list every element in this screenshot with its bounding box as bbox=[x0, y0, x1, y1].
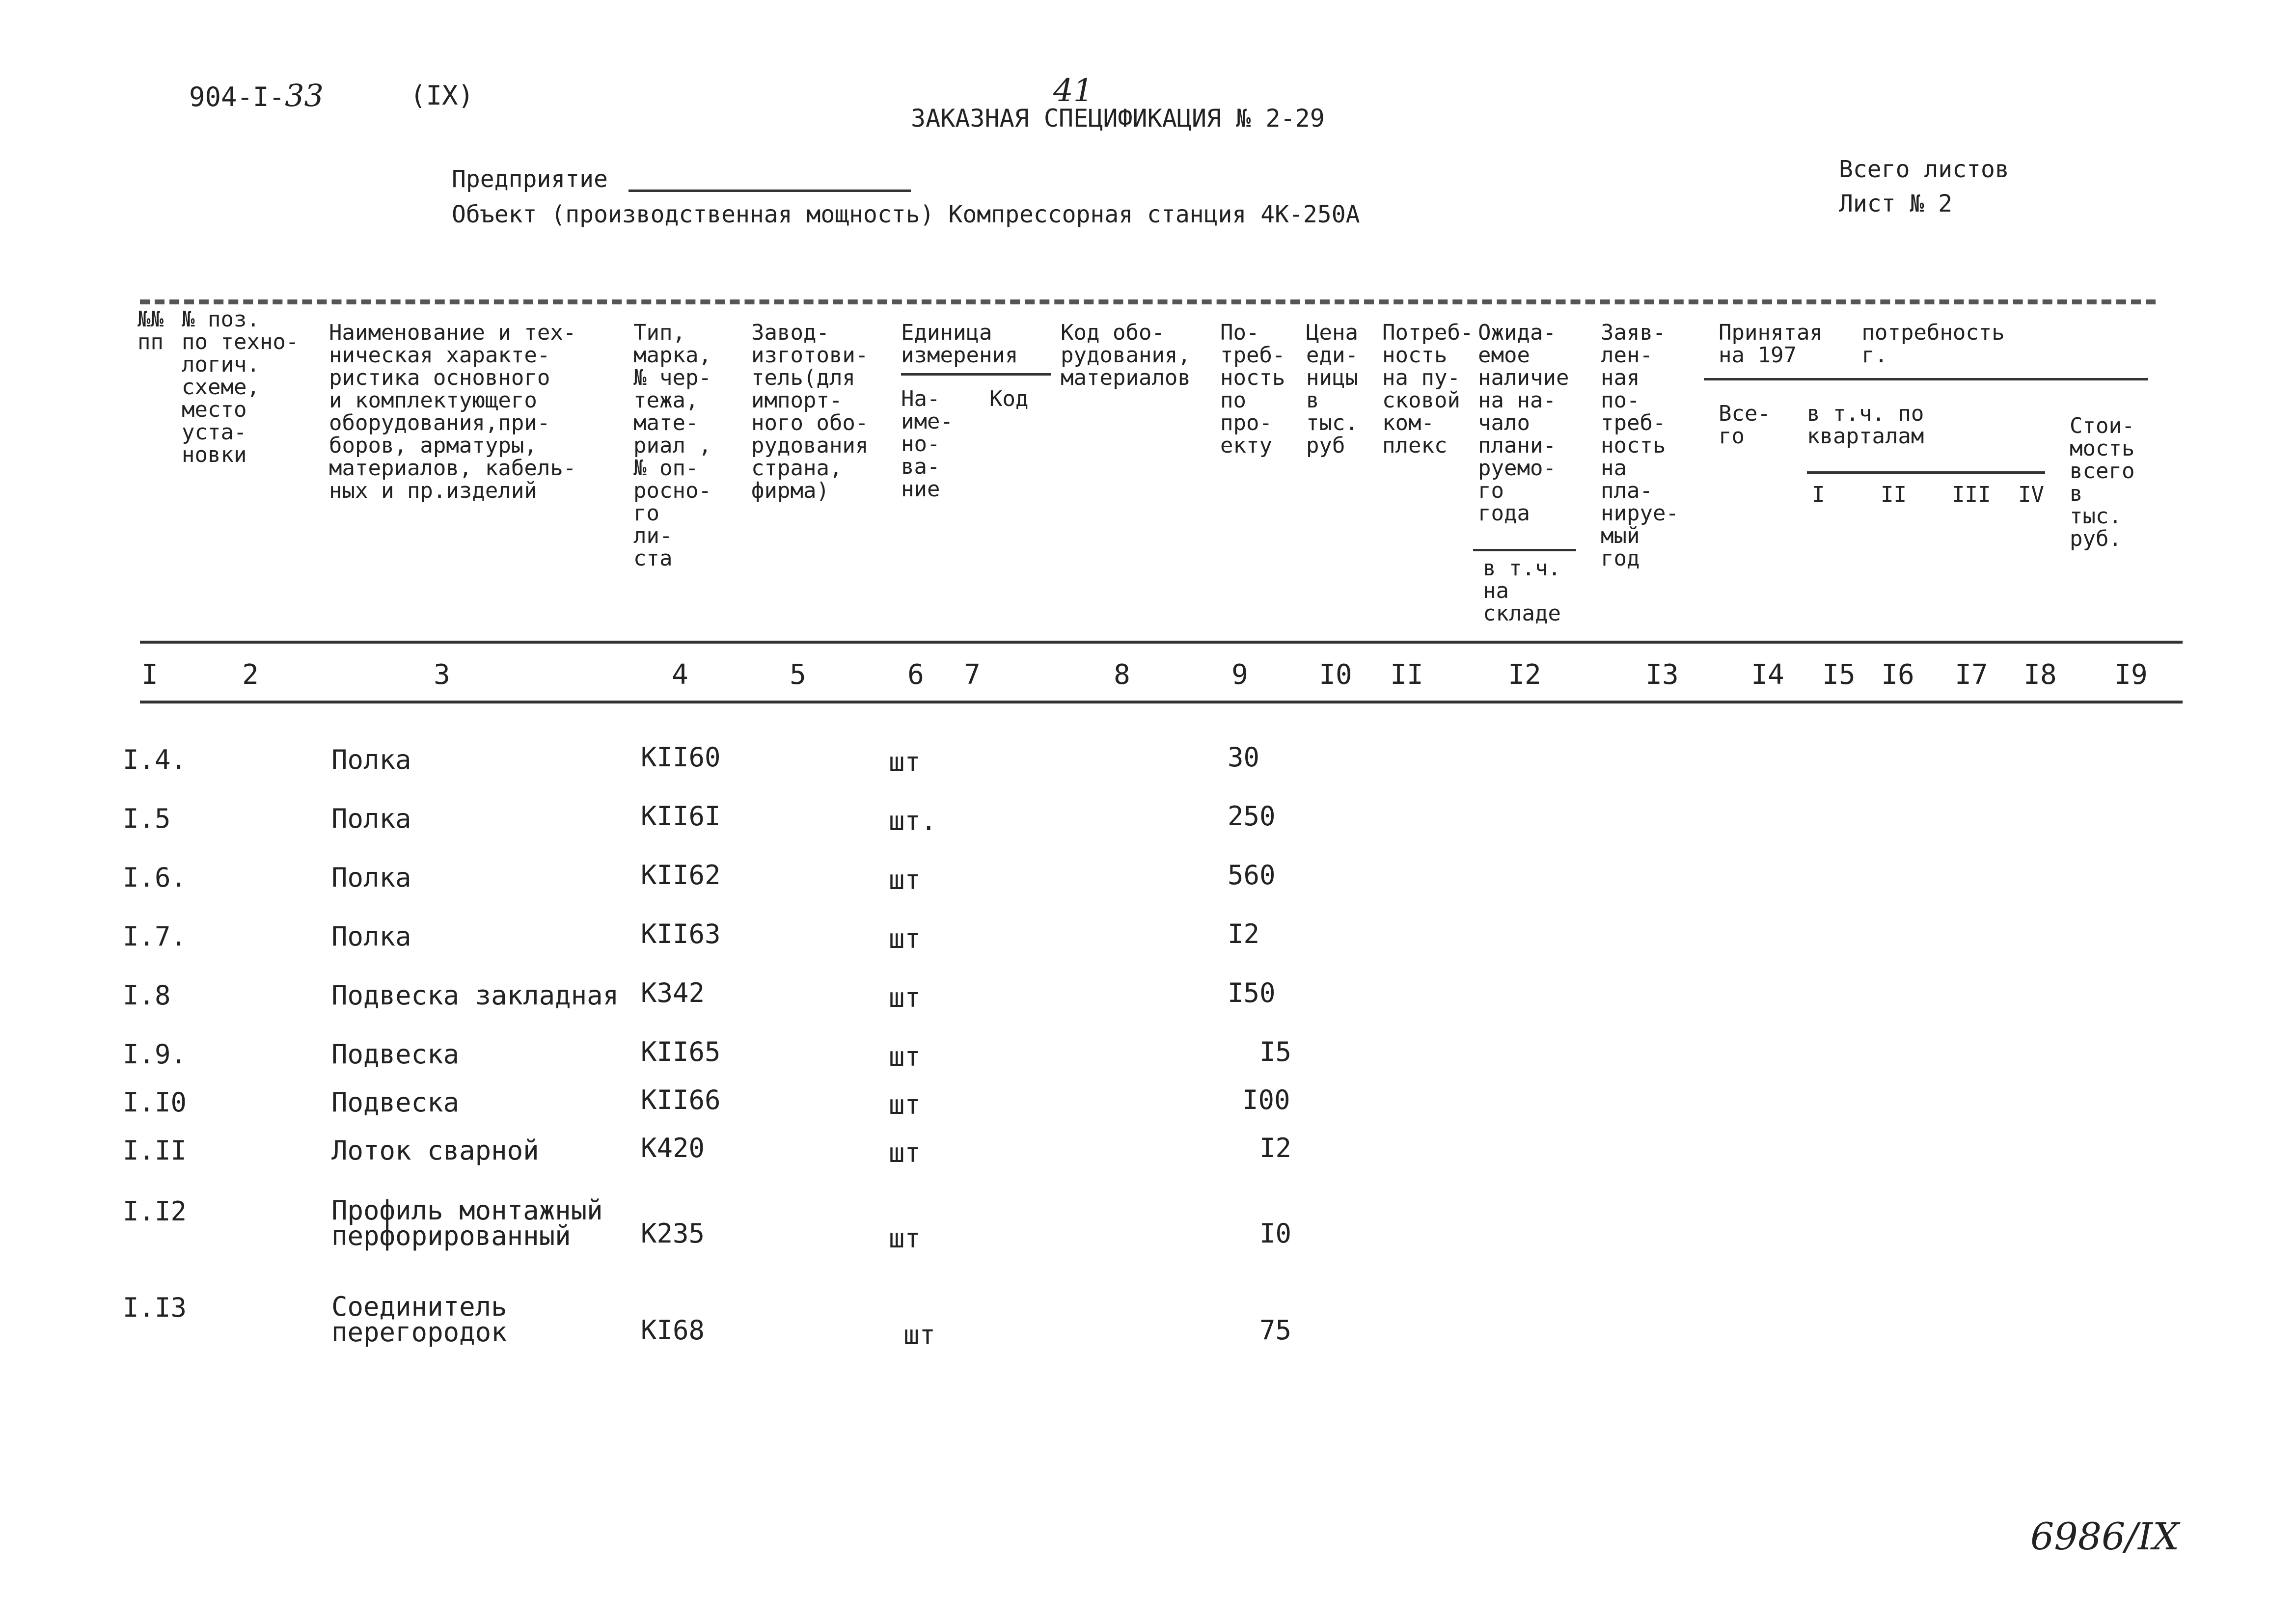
row-quantity: I00 bbox=[1242, 1084, 1290, 1115]
sheets-total-label: Всего листов bbox=[1839, 156, 2009, 183]
row-position: I.II bbox=[123, 1135, 187, 1166]
table-top-rule bbox=[140, 299, 2156, 304]
header-col-17: III bbox=[1952, 482, 1991, 507]
col-number: 2 bbox=[242, 659, 259, 691]
col-number: I4 bbox=[1751, 659, 1784, 691]
col-number: I6 bbox=[1881, 659, 1914, 691]
row-quantity: 250 bbox=[1228, 801, 1276, 832]
header-col-14: Все- го bbox=[1719, 401, 1771, 449]
row-mark: КI68 bbox=[641, 1315, 705, 1346]
row-name: Подвеска bbox=[331, 1039, 460, 1070]
row-unit: шт bbox=[889, 865, 921, 895]
row-unit: шт bbox=[889, 982, 921, 1013]
row-name: Полка bbox=[331, 744, 411, 775]
row-quantity: I2 bbox=[1228, 919, 1260, 949]
header-col-3: Наименование и тех- ническая характе- ристика основного и комплектующего оборудования,при- боров, арматуры, материалов, кабель- ных и пр.изделий bbox=[329, 320, 576, 503]
row-mark: КII62 bbox=[641, 860, 721, 891]
doc-title: ЗАКАЗНАЯ СПЕЦИФИКАЦИЯ № 2-29 bbox=[911, 104, 1325, 133]
quarters-rule bbox=[1807, 471, 2045, 474]
row-name: Полка bbox=[331, 862, 411, 893]
header-col-6: На- име- но- ва- ние bbox=[901, 386, 953, 502]
header-col-16: II bbox=[1881, 482, 1907, 507]
col-number: 9 bbox=[1231, 659, 1248, 691]
row-name: Полка bbox=[331, 921, 411, 952]
header-col-7: Код bbox=[989, 386, 1029, 411]
doc-code: 904-I-33 bbox=[189, 78, 324, 113]
col-12-rule bbox=[1473, 549, 1576, 551]
part-number: (IX) bbox=[410, 80, 474, 111]
row-unit: шт bbox=[889, 1041, 921, 1072]
header-quarters-group: в т.ч. по кварталам bbox=[1807, 401, 1924, 449]
row-unit: шт bbox=[889, 1137, 921, 1168]
col-number: I7 bbox=[1955, 659, 1988, 691]
row-unit: шт bbox=[903, 1320, 936, 1351]
header-col-19: Стои- мость всего в тыс. руб. bbox=[2070, 413, 2135, 551]
object-line: Объект (производственная мощность) Компрессорная станция 4К-250А bbox=[452, 201, 1360, 228]
col-number: 5 bbox=[790, 659, 806, 691]
col-number: 7 bbox=[964, 659, 981, 691]
row-name: Полка bbox=[331, 803, 411, 834]
row-quantity: I50 bbox=[1228, 977, 1276, 1008]
col-number: 6 bbox=[907, 659, 924, 691]
header-col-9: По- треб- ность по про- екту bbox=[1220, 320, 1285, 458]
enterprise-underline bbox=[629, 189, 911, 192]
header-bottom-rule bbox=[140, 641, 2183, 644]
col-number: 4 bbox=[672, 659, 688, 691]
header-unit-group: Единица измерения bbox=[901, 320, 1018, 368]
page-number: 41 bbox=[1053, 73, 1093, 109]
header-col-12: Ожида- емое наличие на на- чало плани- руемо- го года bbox=[1478, 320, 1569, 526]
col-number: 8 bbox=[1114, 659, 1130, 691]
col-number: I8 bbox=[2023, 659, 2057, 691]
row-position: I.I0 bbox=[123, 1087, 187, 1118]
archive-stamp: 6986/IX bbox=[2030, 1515, 2180, 1558]
numbers-bottom-rule bbox=[140, 701, 2183, 703]
header-col-10: Цена еди- ницы в тыс. руб bbox=[1306, 320, 1358, 458]
col-number: I bbox=[141, 659, 158, 691]
row-quantity: I2 bbox=[1259, 1133, 1292, 1163]
row-position: I.8 bbox=[123, 980, 171, 1011]
row-quantity: I0 bbox=[1259, 1218, 1292, 1249]
row-name: Профиль монтажный перфорированный bbox=[331, 1195, 603, 1251]
col-number: II bbox=[1390, 659, 1423, 691]
row-position: I.I3 bbox=[123, 1292, 187, 1323]
row-unit: шт bbox=[889, 1089, 921, 1120]
row-mark: КII66 bbox=[641, 1084, 721, 1115]
row-quantity: 560 bbox=[1228, 860, 1276, 891]
row-position: I.5 bbox=[123, 803, 171, 834]
col-number: I2 bbox=[1508, 659, 1541, 691]
row-name: Соединитель перегородок bbox=[331, 1291, 507, 1348]
row-position: I.9. bbox=[123, 1039, 187, 1070]
row-unit: шт bbox=[889, 923, 921, 954]
row-mark: КII65 bbox=[641, 1036, 721, 1067]
header-col-15: I bbox=[1812, 482, 1825, 507]
row-name: Подвеска закладная bbox=[331, 980, 619, 1011]
row-name: Лоток сварной bbox=[331, 1135, 539, 1166]
unit-group-rule bbox=[901, 373, 1051, 376]
header-col-1: №№ пп bbox=[137, 307, 164, 354]
row-unit: шт bbox=[889, 1223, 921, 1254]
col-number: 3 bbox=[434, 659, 450, 691]
header-col-2: № поз. по техно- логич. схеме, место уста- новки bbox=[182, 307, 299, 467]
header-col-5: Завод- изготови- тель(для импорт- ного обо- рудования страна, фирма) bbox=[751, 320, 869, 503]
row-unit: шт. bbox=[889, 806, 937, 837]
row-position: I.6. bbox=[123, 862, 187, 893]
header-col-18: IV bbox=[2018, 482, 2044, 507]
header-col-4: Тип, марка, № чер- тежа, мате- риал , № оп- росно- го ли- ста bbox=[633, 320, 711, 571]
row-mark: КII60 bbox=[641, 742, 721, 773]
sheet-label: Лист № 2 bbox=[1839, 190, 1953, 217]
row-mark: К342 bbox=[641, 977, 705, 1008]
row-mark: КII6I bbox=[641, 801, 721, 832]
header-col-12-stock: в т.ч. на складе bbox=[1483, 556, 1561, 626]
col-number: I3 bbox=[1645, 659, 1679, 691]
col-number: I0 bbox=[1319, 659, 1352, 691]
row-mark: К235 bbox=[641, 1218, 705, 1249]
row-quantity: 30 bbox=[1228, 742, 1260, 773]
col-number: I9 bbox=[2114, 659, 2148, 691]
row-position: I.I2 bbox=[123, 1196, 187, 1227]
col-number: I5 bbox=[1822, 659, 1856, 691]
row-unit: шт bbox=[889, 747, 921, 778]
row-position: I.4. bbox=[123, 744, 187, 775]
row-name: Подвеска bbox=[331, 1087, 460, 1118]
row-quantity: 75 bbox=[1259, 1315, 1292, 1346]
row-mark: К420 bbox=[641, 1133, 705, 1163]
row-mark: КII63 bbox=[641, 919, 721, 949]
header-col-8: Код обо- рудования, материалов bbox=[1061, 320, 1191, 390]
header-col-13: Заяв- лен- ная по- треб- ность на пла- нируе- мый год bbox=[1601, 320, 1679, 571]
header-accepted-group: Принятая потребность на 197 г. bbox=[1719, 320, 2005, 368]
enterprise-label: Предприятие bbox=[452, 165, 608, 193]
row-quantity: I5 bbox=[1259, 1036, 1292, 1067]
row-position: I.7. bbox=[123, 921, 187, 952]
accepted-group-rule bbox=[1704, 378, 2148, 380]
header-col-11: Потреб- ность на пу- сковой ком- плекс bbox=[1382, 320, 1474, 458]
